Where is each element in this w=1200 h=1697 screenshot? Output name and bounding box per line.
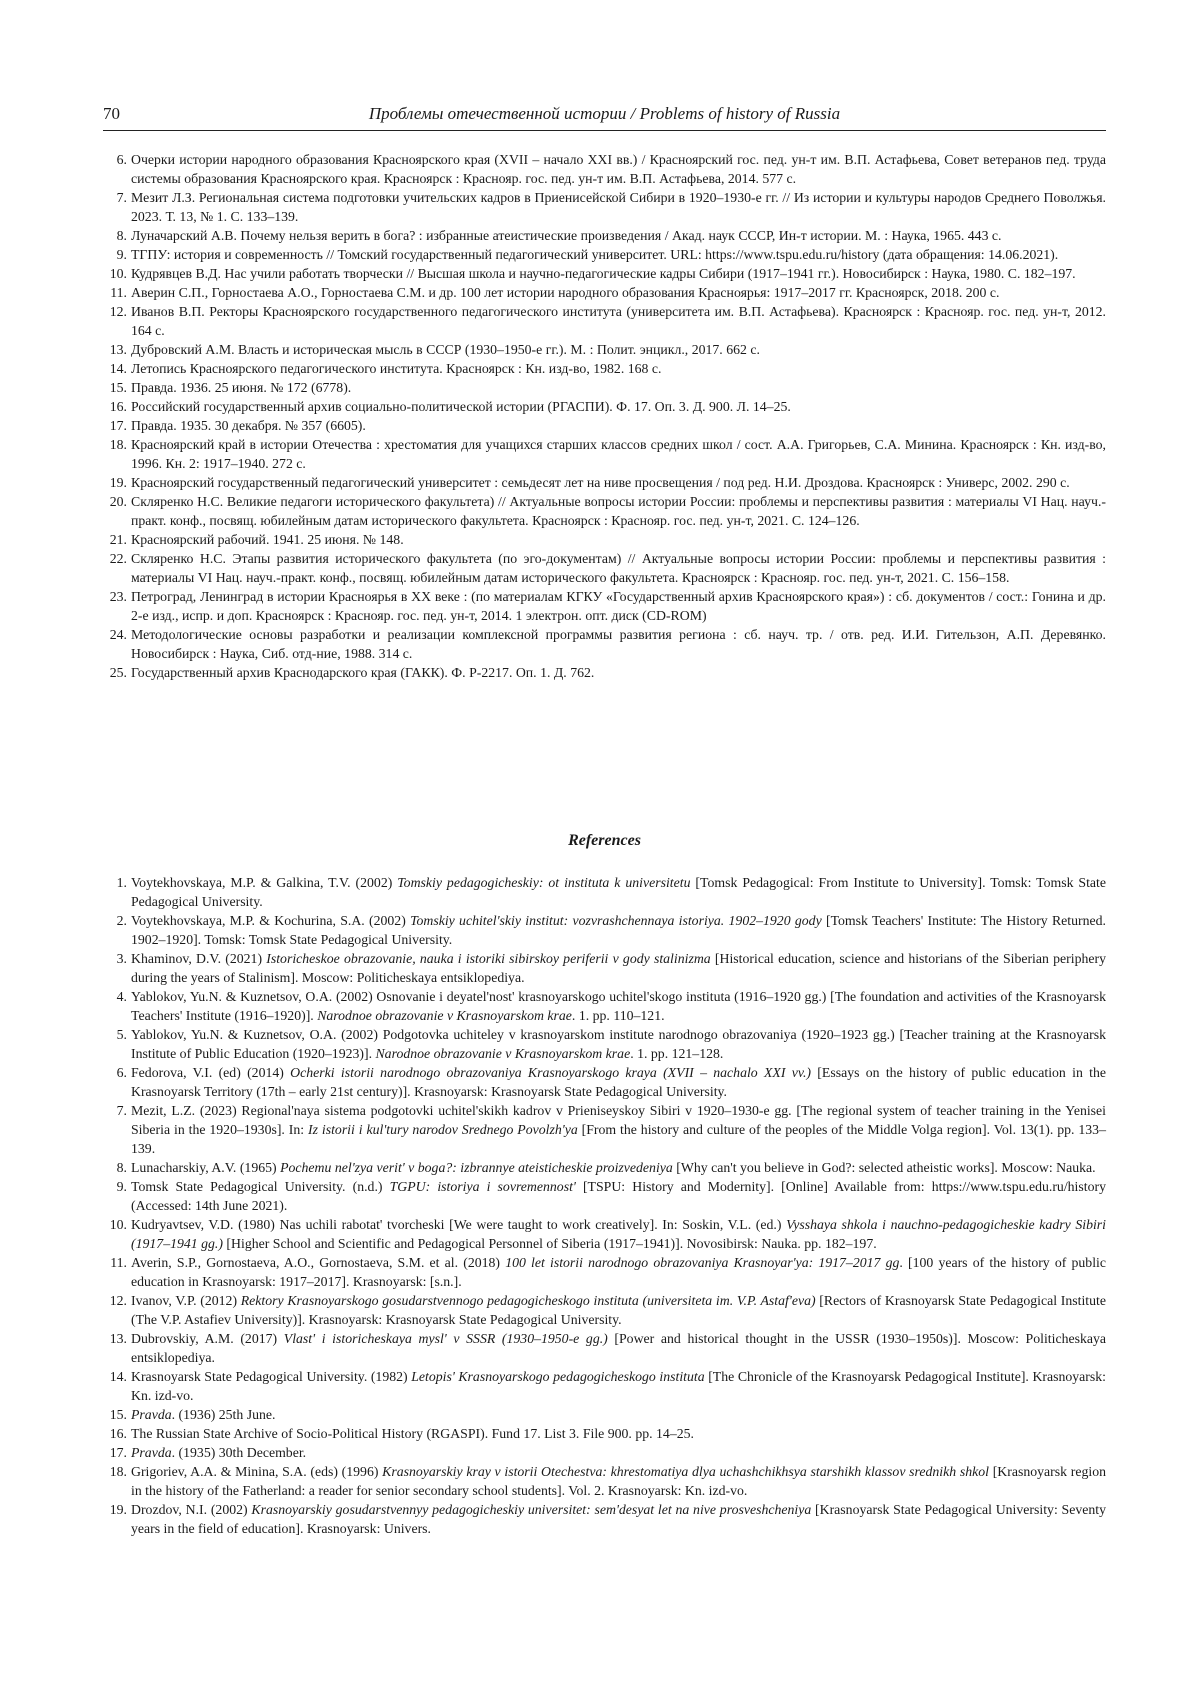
sources-item <box>103 150 1106 188</box>
reference-text: [Historical education, science and historians of the Siberian periphery during the years of Stalinism]. Moscow: Politicheskaya entsiklopediya. <box>131 951 1106 985</box>
reference-text: Fedorova, V.I. (ed) (2014) <box>131 1065 291 1080</box>
sources-item <box>103 549 1106 587</box>
reference-title: Rektory Krasnoyarskogo gosudarstvennogo pedagogicheskogo instituta (universiteta im. V.P. Astaf'eva) <box>240 1293 816 1308</box>
references-number: 11. <box>110 1255 127 1270</box>
references-item <box>103 1500 1106 1538</box>
references-number: 16. <box>109 1426 127 1441</box>
references-number: 5. <box>116 1027 127 1042</box>
sources-number: 25. <box>109 665 127 680</box>
references-item <box>103 1158 1106 1177</box>
reference-text: [Krasnoyarsk region in the history of the Fatherland: a reader for senior secondary school students]. Vol. 2. Krasnoyarsk: Kn. izd-vo. <box>131 1464 1106 1498</box>
references-number: 2. <box>116 913 127 928</box>
sources-number: 12. <box>109 304 127 319</box>
sources-item <box>103 663 1106 682</box>
reference-text: Krasnoyarsk State Pedagogical University. (1982) <box>131 1369 412 1384</box>
references-item <box>103 1367 1106 1405</box>
reference-title: Tomskiy pedagogicheskiy: ot instituta k universitetu <box>397 875 691 890</box>
references-number: 17. <box>109 1445 127 1460</box>
reference-title: 100 let istorii narodnogo obrazovaniya Krasnoyar'ya: 1917–2017 gg <box>505 1255 900 1270</box>
sources-item <box>103 264 1106 283</box>
references-number: 6. <box>116 1065 127 1080</box>
sources-list <box>103 150 1106 682</box>
sources-item <box>103 625 1106 663</box>
reference-title: Ocherki istorii narodnogo obrazovaniya Krasnoyarskogo kraya (XVII – nachalo XXI vv.) <box>290 1065 812 1080</box>
reference-text: [The Chronicle of the Krasnoyarsk Pedagogical Institute]. Krasnoyarsk: Kn. izd-vo. <box>131 1369 1107 1403</box>
references-item <box>103 1424 1106 1443</box>
sources-text: Скляренко Н.С. Великие педагоги исторического факультета) // Актуальные вопросы истории России: проблемы и перспективы развития : материалы VI Нац. науч.-практ. конф., посвящ. юбилейным датам исторического факультета. Красноярск : Краснояр. гос. пед. ун-т, 2021. С. 124–126. <box>131 494 1106 528</box>
sources-number: 18. <box>109 437 127 452</box>
reference-text: The Russian State Archive of Socio-Political History (RGASPI). Fund 17. List 3. File 900. pp. 14–25. <box>131 1426 694 1441</box>
references-number: 10. <box>109 1217 127 1232</box>
sources-number: 11. <box>110 285 127 300</box>
sources-number: 6. <box>116 152 127 167</box>
reference-text: . 1. pp. 121–128. <box>630 1046 724 1061</box>
reference-text: Mezit, L.Z. (2023) Regional'naya sistema podgotovki uchitel'skikh kadrov v Prieniseyskoy Sibiri v 1920–1930-e gg. [The regional system of teacher training in the Yenisei Siberia in the 1920–1930s]. In: <box>131 1103 1106 1137</box>
sources-item <box>103 340 1106 359</box>
sources-text: Скляренко Н.С. Этапы развития исторического факультета (по эго-документам) // Актуальные вопросы истории России: проблемы и перспективы развития : материалы VI Нац. науч.-практ. конф., посвящ. юбилейным датам исторического факультета. Красноярск : Краснояр. гос. пед. ун-т, 2021. С. 156–158. <box>131 551 1106 585</box>
sources-number: 16. <box>109 399 127 414</box>
page-header <box>103 104 1106 131</box>
references-number: 12. <box>109 1293 127 1308</box>
sources-number: 19. <box>109 475 127 490</box>
sources-item <box>103 378 1106 397</box>
references-item <box>103 911 1106 949</box>
references-number: 13. <box>109 1331 127 1346</box>
reference-title: Narodnoe obrazovanie v Krasnoyarskom krae <box>317 1008 572 1023</box>
reference-text: Tomsk State Pedagogical University. (n.d.) <box>131 1179 390 1194</box>
references-heading: References <box>568 832 641 849</box>
references-item <box>103 1329 1106 1367</box>
sources-item <box>103 226 1106 245</box>
reference-text: Lunacharskiy, A.V. (1965) <box>131 1160 281 1175</box>
sources-item <box>103 416 1106 435</box>
references-item <box>103 1025 1106 1063</box>
references-number: 15. <box>109 1407 127 1422</box>
reference-text: [Rectors of Krasnoyarsk State Pedagogical Institute (The V.P. Astafiev University)]. Krasnoyarsk: Krasnoyarsk State Pedagogical University. <box>131 1293 1106 1327</box>
reference-text: [Essays on the history of public education in the Krasnoyarsk Territory (17th – early 21st century)]. Krasnoyarsk: Krasnoyarsk State Pedagogical University. <box>131 1065 1106 1099</box>
reference-title: Letopis' Krasnoyarskogo pedagogicheskogo instituta <box>411 1369 705 1384</box>
sources-text: Российский государственный архив социально-политической истории (РГАСПИ). Ф. 17. Оп. 3. Д. 900. Л. 14–25. <box>131 399 791 414</box>
sources-item <box>103 245 1106 264</box>
sources-number: 22. <box>109 551 127 566</box>
references-item <box>103 1063 1106 1101</box>
reference-title: Vysshaya shkola i nauchno-pedagogicheskie kadry Sibiri (1917–1941 gg.) <box>131 1217 1106 1251</box>
sources-number: 10. <box>109 266 127 281</box>
sources-number: 17. <box>109 418 127 433</box>
reference-text: . [100 years of the history of public education in Krasnoyarsk: 1917–2017]. Krasnoyarsk: [s.n.]. <box>131 1255 1107 1289</box>
sources-text: Красноярский край в истории Отечества : хрестоматия для учащихся старших классов средних школ / сост. А.А. Григорьев, С.А. Минина. Красноярск : Кн. изд-во, 1996. Кн. 2: 1917–1940. 272 с. <box>131 437 1106 471</box>
sources-text: Дубровский А.М. Власть и историческая мысль в СССР (1930–1950-е гг.). М. : Полит. энцикл., 2017. 662 с. <box>131 342 760 357</box>
sources-text: Аверин С.П., Горностаева А.О., Горностаева С.М. и др. 100 лет истории народного образования Красноярья: 1917–2017 гг. Красноярск, 2018. 200 с. <box>131 285 1000 300</box>
sources-text: Красноярский рабочий. 1941. 25 июня. № 148. <box>131 532 404 547</box>
references-item <box>103 1405 1106 1424</box>
sources-item <box>103 473 1106 492</box>
sources-text: Методологические основы разработки и реализации комплексной программы развития региона : сб. науч. тр. / отв. ред. И.И. Гительзон, А.П. Деревянко. Новосибирск : Наука, Сиб. отд-ние, 1988. 314 с. <box>131 627 1106 661</box>
references-number: 1. <box>116 875 127 890</box>
reference-text: [Tomsk Teachers' Institute: The History Returned. 1902–1920]. Tomsk: Tomsk State Pedagogical University. <box>131 913 1106 947</box>
references-number: 7. <box>116 1103 127 1118</box>
reference-title: Istoricheskoe obrazovanie, nauka i istoriki sibirskoy periferii v gody stalinizma <box>266 951 711 966</box>
sources-text: Красноярский государственный педагогический университет : семьдесят лет на ниве просвещения / под ред. Н.И. Дроздова. Красноярск : Универс, 2002. 290 с. <box>131 475 1070 490</box>
reference-text: . 1. pp. 110–121. <box>571 1008 665 1023</box>
sources-item <box>103 587 1106 625</box>
references-item <box>103 873 1106 911</box>
reference-title: Krasnoyarskiy gosudarstvennyy pedagogicheskiy universitet: sem'desyat let na nive prosveshcheniya <box>251 1502 812 1517</box>
references-item <box>103 1443 1106 1462</box>
sources-item <box>103 188 1106 226</box>
reference-text: [Krasnoyarsk State Pedagogical University: Seventy years in the field of education]. Krasnoyarsk: Univers. <box>131 1502 1106 1536</box>
sources-text: Кудрявцев В.Д. Нас учили работать творчески // Высшая школа и научно-педагогические кадры Сибири (1917–1941 гг.). Новосибирск : Наука, 1980. С. 182–197. <box>131 266 1076 281</box>
sources-number: 7. <box>116 190 127 205</box>
sources-text: Правда. 1936. 25 июня. № 172 (6778). <box>131 380 352 395</box>
sources-text: Летопись Красноярского педагогического института. Красноярск : Кн. изд-во, 1982. 168 с. <box>131 361 662 376</box>
references-item <box>103 1101 1106 1158</box>
sources-text: Иванов В.П. Ректоры Красноярского государственного педагогического института (университета им. В.П. Астафьева). Красноярск : Краснояр. гос. пед. ун-т, 2012. 164 с. <box>131 304 1106 338</box>
sources-item <box>103 530 1106 549</box>
reference-title: Iz istorii i kul'tury narodov Srednego Povolzh'ya <box>308 1122 578 1137</box>
references-item <box>103 1253 1106 1291</box>
reference-text: . (1936) 25th June. <box>171 1407 276 1422</box>
sources-number: 23. <box>109 589 127 604</box>
reference-title: Vlast' i istoricheskaya mysl' v SSSR (1930–1950-e gg.) <box>283 1331 608 1346</box>
sources-number: 24. <box>109 627 127 642</box>
references-item <box>103 1291 1106 1329</box>
reference-text: Drozdov, N.I. (2002) <box>131 1502 252 1517</box>
sources-number: 20. <box>109 494 127 509</box>
sources-number: 21. <box>109 532 127 547</box>
sources-text: Мезит Л.З. Региональная система подготовки учительских кадров в Приенисейской Сибири в 1920–1930-е гг. // Из истории и культуры народов Среднего Поволжья. 2023. Т. 13, № 1. С. 133–139. <box>131 190 1106 224</box>
references-item <box>103 1215 1106 1253</box>
sources-text: Луначарский А.В. Почему нельзя верить в бога? : избранные атеистические произведения / Акад. наук СССР, Ин-т истории. М. : Наука, 1965. 443 с. <box>131 228 1002 243</box>
reference-text: Dubrovskiy, A.M. (2017) <box>131 1331 284 1346</box>
sources-text: Правда. 1935. 30 декабря. № 357 (6605). <box>131 418 366 433</box>
reference-text: [Tomsk Pedagogical: From Institute to University]. Tomsk: Tomsk State Pedagogical University. <box>131 875 1106 909</box>
reference-text: Yablokov, Yu.N. & Kuznetsov, O.A. (2002) Osnovanie i deyatel'nost' krasnoyarskogo uchitel'skogo instituta (1916–1920 gg.) [The foundation and activities of the Krasnoyarsk Teachers' Institute (1916–1920)]. <box>131 989 1106 1023</box>
reference-text: Kudryavtsev, V.D. (1980) Nas uchili rabotat' tvorcheski [We were taught to work creatively]. In: Soskin, V.L. (ed.) <box>131 1217 787 1232</box>
sources-number: 8. <box>116 228 127 243</box>
references-list <box>103 873 1106 1538</box>
reference-text: Ivanov, V.P. (2012) <box>131 1293 241 1308</box>
sources-number: 14. <box>109 361 127 376</box>
sources-number: 15. <box>109 380 127 395</box>
reference-text: Averin, S.P., Gornostaeva, A.O., Gornostaeva, S.M. et al. (2018) <box>131 1255 506 1270</box>
reference-text: Voytekhovskaya, M.P. & Kochurina, S.A. (2002) <box>131 913 411 928</box>
reference-text: Grigoriev, A.A. & Minina, S.A. (eds) (1996) <box>131 1464 383 1479</box>
references-item <box>103 1462 1106 1500</box>
reference-title: Krasnoyarskiy kray v istorii Otechestva: khrestomatiya dlya uchashchikhsya starshikh klassov srednikh shkol <box>382 1464 989 1479</box>
references-number: 4. <box>116 989 127 1004</box>
references-number: 9. <box>116 1179 127 1194</box>
reference-text: [Higher School and Scientific and Pedagogical Personnel of Siberia (1917–1941)]. Novosibirsk: Nauka. pp. 182–197. <box>222 1236 877 1251</box>
reference-text: [Power and historical thought in the USSR (1930–1950s)]. Moscow: Politicheskaya entsiklopediya. <box>131 1331 1106 1365</box>
sources-number: 13. <box>109 342 127 357</box>
sources-item <box>103 492 1106 530</box>
reference-text: [TSPU: History and Modernity]. [Online] Available from: https://www.tspu.edu.ru/history (Accessed: 14th June 2021). <box>131 1179 1106 1213</box>
reference-text: [From the history and culture of the peoples of the Middle Volga region]. Vol. 13(1). pp. 133–139. <box>131 1122 1106 1156</box>
references-number: 14. <box>109 1369 127 1384</box>
reference-title: Pravda <box>131 1445 172 1460</box>
sources-item <box>103 435 1106 473</box>
references-number: 8. <box>116 1160 127 1175</box>
sources-number: 9. <box>116 247 127 262</box>
sources-text: Очерки истории народного образования Красноярского края (XVII – начало XXI вв.) / Красноярский гос. пед. ун-т им. В.П. Астафьева, Совет ветеранов пед. труда системы образования Красноярского края. Красноярск : Краснояр. гос. пед. ун-т им. В.П. Астафьева, 2014. 577 с. <box>131 152 1106 186</box>
references-item <box>103 949 1106 987</box>
reference-text: Khaminov, D.V. (2021) <box>131 951 267 966</box>
reference-title: Pravda <box>131 1407 172 1422</box>
reference-title: TGPU: istoriya i sovremennost' <box>389 1179 576 1194</box>
sources-item <box>103 283 1106 302</box>
reference-title: Narodnoe obrazovanie v Krasnoyarskom krae <box>375 1046 631 1061</box>
reference-text: Yablokov, Yu.N. & Kuznetsov, O.A. (2002) Podgotovka uchiteley v krasnoyarskom institute narodnogo obrazovaniya (1920–1923 gg.) [Teacher training at the Krasnoyarsk Institute of Public Education (1920–1923)]. <box>131 1027 1106 1061</box>
sources-item <box>103 359 1106 378</box>
reference-text: [Why can't you believe in God?: selected atheistic works]. Moscow: Nauka. <box>672 1160 1096 1175</box>
running-title: Проблемы отечественной истории / Problems of history of Russia <box>368 104 841 123</box>
references-item <box>103 1177 1106 1215</box>
reference-title: Pochemu nel'zya verit' v boga?: izbrannye ateisticheskie proizvedeniya <box>280 1160 673 1175</box>
sources-item <box>103 397 1106 416</box>
sources-text: ТГПУ: история и современность // Томский государственный педагогический университет. URL: https://www.tspu.edu.ru/history (дата обращения: 14.06.2021). <box>131 247 1059 262</box>
references-number: 19. <box>109 1502 127 1517</box>
references-item <box>103 987 1106 1025</box>
sources-text: Петроград, Ленинград в истории Красноярья в XX веке : (по материалам КГКУ «Государственный архив Красноярского края») : сб. документов / сост.: Гонина и др. 2-е изд., испр. и доп. Красноярск : Краснояр. гос. пед. ун-т, 2014. 1 электрон. опт. диск (CD-ROM) <box>131 589 1106 623</box>
sources-text: Государственный архив Краснодарского края (ГАКК). Ф. Р-2217. Оп. 1. Д. 762. <box>131 665 595 680</box>
reference-title: Tomskiy uchitel'skiy institut: vozvrashchennaya istoriya. 1902–1920 gody <box>410 913 822 928</box>
reference-text: Voytekhovskaya, M.P. & Galkina, T.V. (2002) <box>131 875 398 890</box>
sources-item <box>103 302 1106 340</box>
reference-text: . (1935) 30th December. <box>171 1445 307 1460</box>
references-number: 3. <box>116 951 127 966</box>
page-number: 70 <box>103 104 120 123</box>
references-number: 18. <box>109 1464 127 1479</box>
